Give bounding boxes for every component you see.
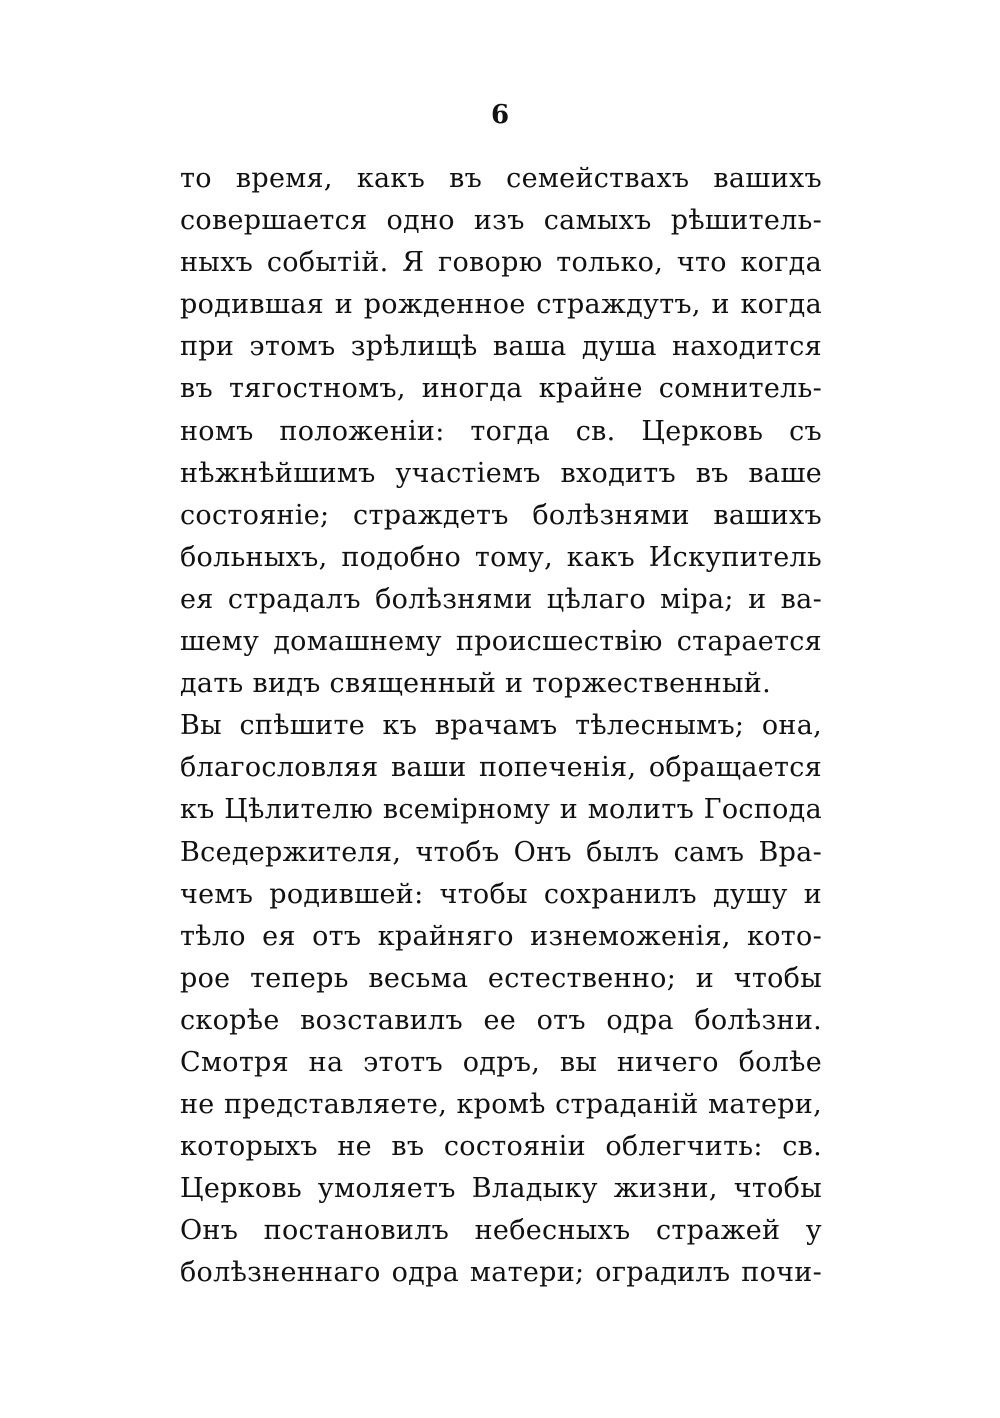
text-line: родившая и рожденное страждутъ, и когда [180, 289, 822, 321]
text-line: которыхъ не въ состояніи облегчить: св. [180, 1131, 822, 1163]
text-line: ныхъ событій. Я говорю только, что когда [180, 247, 822, 279]
page-number: 6 [490, 100, 510, 130]
text-line: тѣло ея отъ крайняго изнеможенія, кото- [180, 920, 822, 952]
text-line: совершается одно изъ самыхъ рѣшитель- [180, 205, 822, 237]
text-line: благословляя ваши попеченія, обращается [180, 752, 822, 784]
text-line: Смотря на этотъ одръ, вы ничего болѣе [180, 1046, 822, 1078]
text-line: Онъ постановилъ небесныхъ стражей у [180, 1215, 822, 1247]
body-text [180, 158, 822, 1295]
text-line: при этомъ зрѣлищѣ ваша душа находится [180, 331, 822, 363]
text-line: номъ положеніи: тогда св. Церковь съ [180, 415, 822, 447]
text-line: рое теперь весьма естественно; и чтобы [180, 962, 822, 994]
text-line: то время, какъ въ семействахъ вашихъ [180, 163, 822, 194]
text-line: состояніе; страждетъ болѣзнями вашихъ [180, 499, 822, 531]
text-line: болѣзненнаго одра матери; оградилъ почи- [180, 1257, 822, 1289]
text-line: скорѣе возставилъ ее отъ одра болѣзни. [180, 1004, 822, 1036]
text-line: Вы спѣшите къ врачамъ тѣлеснымъ; она, [180, 710, 822, 742]
text-line: Церковь умоляетъ Владыку жизни, чтобы [180, 1173, 822, 1205]
text-line: не представляете, кромѣ страданій матери, [180, 1089, 822, 1121]
text-line: ея страдалъ болѣзнями цѣлаго міра; и ва- [180, 583, 822, 615]
text-line: въ тягостномъ, иногда крайне сомнитель- [180, 373, 822, 405]
text-line: нѣжнѣйшимъ участіемъ входитъ въ ваше [180, 457, 822, 489]
text-line: дать видъ священный и торжественный. [180, 668, 771, 700]
text-line: шему домашнему происшествію старается [180, 626, 822, 658]
text-line: чемъ родившей: чтобы сохранилъ душу и [180, 878, 822, 910]
text-line: больныхъ, подобно тому, какъ Искупитель [180, 541, 822, 573]
text-line: Вседержителя, чтобъ Онъ былъ самъ Вра- [180, 836, 822, 868]
text-line: къ Цѣлителю всемірному и молитъ Господа [180, 794, 822, 826]
